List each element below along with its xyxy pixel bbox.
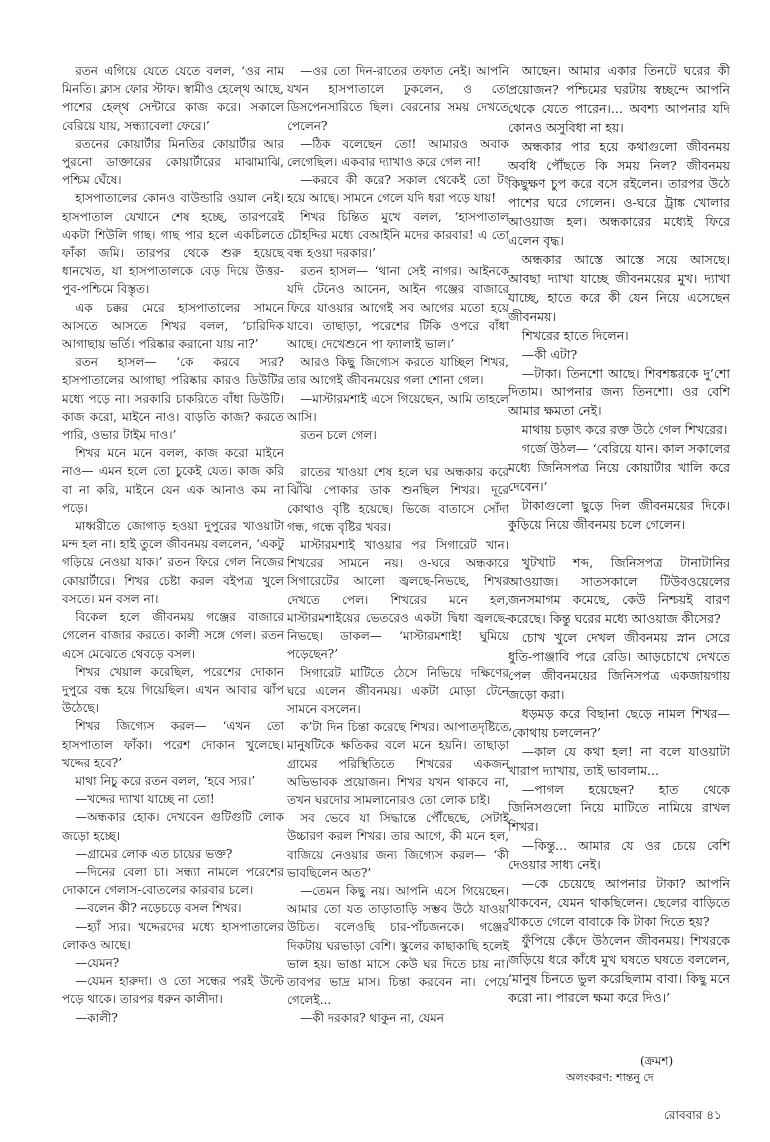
paragraph: ধড়মড় করে বিছানা ছেড়ে নামল শিখর— ‘কোথায় চললেন?’ xyxy=(508,705,730,740)
paragraph: —দিনের বেলা চা। সন্ধ্যা নামলে পরেশের দোকানে গেলাস-বোতলের কারবার চলে। xyxy=(62,864,284,898)
paragraph: —গ্রামের লোক এত চায়ের ভক্ত? xyxy=(75,846,233,861)
paragraph: রতন চলে গেল। xyxy=(300,428,377,443)
paragraph: মাধ্বরীতে জোগাড় হওয়া দুপুরের খাওয়াটা মন্দ হল না। হাই তুলে জীবনময় বললেন, ‘একটু গড়িয়ে নেওয়া যাক।’ রতন ফিরে গেল নিজের কোয়ার্টারে। শিখর চেষ্টা করল বইপত্র খুলে বসতে। মন বসল না। xyxy=(62,519,284,606)
paragraph: —কিন্তু... আমার যে ওর চেয়ে বেশি দেওয়ার সাধ্য নেই। xyxy=(508,838,730,873)
paragraph: —ওর তো দিন-রাতের তফাত নেই। আপনি যখন হাসপাতালে ঢুকলেন, ও তো ডিসপেনসারিতে ছিল। বেরনোর সময় দেখতে পেলেন? xyxy=(287,64,509,133)
paragraph: অন্ধকার আস্তে আস্তে সয়ে আসছে। আবছা দ্যাখা যাচ্ছে জীবনময়ের মুখ। দ্যাখা যাচ্ছে, হাতে করে কী যেন নিয়ে এসেছেন জীবনময়। xyxy=(508,252,730,324)
paragraph: —ঠিক বলেছেন তো! আমারও অবাক লেগেছিল। একবার দ্যাখাও করে গেল না! xyxy=(287,136,509,170)
paragraph: —কে চেয়েছে আপনার টাকা? আপনি থাকবেন, যেমন থাকছিলেন। ছেলের বাড়িতে থাকতে গেলে বাবাকে কি টাকা দিতে হয়? xyxy=(508,876,730,929)
paragraph: মাথা নিচু করে রতন বলল, ‘হবে স্যর।’ xyxy=(75,773,256,788)
paragraph: বিকেল হলে জীবনময় গঞ্জের বাজারে গেলেন বাজার করতে। কালী সঙ্গে গেল। রতন এসে মেঝেতে থেবড়ে বসল। xyxy=(62,610,284,661)
paragraph: —কী এটা? xyxy=(521,346,578,362)
paragraph: শিখরের হাতে দিলেন। xyxy=(521,327,629,343)
illustration-credit: অলংকরণ: শান্তনু দে xyxy=(566,1071,654,1084)
paragraph: —টাকা। তিনশো আছে। শিবশঙ্করকে দু’শো দিতাম। আপনার জন্য তিনশো। ওর বেশি আমার ক্ষমতা নেই। xyxy=(508,365,730,419)
paragraph: রতন হাসল— ‘থানা সেই নাগর। আইনকে যদি টেনেও আনেন, আইন গঞ্জের বাজারে ফিরে যাওয়ার আগেই সব আগের মতো হয়ে যাবে। তাছাড়া, পরেশের টিকি ওপরে বাঁধা আছে। দেখেশুনে পা ফ্যালাই ভাল।’ xyxy=(287,264,509,352)
paragraph: —তেমন কিছু নয়। আপনি এসে গিয়েছেন। আমার তো যত তাড়াতাড়ি সম্ভব উঠে যাওয়া উচিত। বলেওছি চার-পাঁচজনকে। গঞ্জের দিকটায় ঘরভাড়া বেশি। স্কুলের কাছাকাছি হলেই ভাল হয়। ভাঙা মাসে কেউ ঘর দিতে চায় না। তাবপর ভাদ্র মাস। চিন্তা করবেন না। পেয়ে গেলেই... xyxy=(287,883,509,1008)
paragraph: এক চক্কর মেরে হাসপাতালের সামনে আসতে আসতে শিখর বলল, ‘চারিদিক আগাছায় ভর্তি। পরিষ্কার করানো যায় না?’ xyxy=(62,300,284,352)
text-column-2 xyxy=(287,62,509,1028)
page-footer: রোববার ৪১ xyxy=(664,1108,722,1122)
paragraph: —হ্যাঁ স্যর। খদ্দেরদের মধ্যে হাসপাতালের লোকও আছে। xyxy=(62,919,284,952)
paragraph: —করবে কী করে? সকাল থেকেই তো টং হয়ে আছে। সামনে গেলে যদি ধরা পড়ে যায়! xyxy=(287,173,509,206)
paragraph: —মাস্টারমশাই এসে গিয়েছেন, আমি তাহলে আসি। xyxy=(287,391,509,424)
paragraph: —কাল যে কথা হল! না বলে যাওয়াটা খারাপ দ্যাখায়, তাই ভাবলাম... xyxy=(508,743,730,778)
paragraph: শিখর জিগ্যেস করল— ‘এখন তো হাসপাতাল ফাঁকা। পরেশ দোকান খুলেছে। খদ্দের হবে?’ xyxy=(62,719,284,770)
paragraph: শিখর চিন্তিত মুখে বলল, ‘হাসপাতাল চৌহদ্দির মধ্যে বেআইনি মদের কারবার! এ তো বন্ধ হওয়া দরকার।’ xyxy=(287,209,509,261)
paragraph: —যেমন? xyxy=(75,955,120,970)
continued-label: (ক্রমশ) xyxy=(640,1054,674,1068)
paragraph: শিখর খেয়াল করেছিল, পরেশের দোকান দুপুরে বন্ধ হয়ে গিয়েছিল। এখন আবার ঝাঁপ উঠেছে। xyxy=(62,664,284,716)
paragraph: মাথায় চড়াৎ করে রক্ত উঠে গেল শিখরের। xyxy=(521,422,728,438)
paragraph: গর্জে উঠল— ‘বেরিয়ে যান। কাল সকালের মধ্যে জিনিসপত্র নিয়ে কোয়ার্টার খালি করে দেবেন।’ xyxy=(508,441,730,494)
paragraph: চোখ খুলে দেখল জীবনময় স্নান সেরে ধুতি-পাঞ্জাবি পরে রেডি। আড়চোখে দেখতে পেল জীবনময়ের জিনিসপত্র একজায়গায় জড়ো করা। xyxy=(508,630,730,702)
paragraph: হাসপাতালের কোনও বাউন্ডারি ওয়াল নেই। হাসপাতাল যেখানে শেষ হচ্ছে, তারপরেই একটা শিউলি গাছ। গাছ পার হলে একচিলতে ফাঁকা জমি। তারপর থেকে শুরু হয়েছে ধানখেত, যা হাসপাতালকে বেড় দিয়ে উত্তর-পুব-পশ্চিমে বিস্তৃত। xyxy=(62,191,284,297)
paragraph: রাতের খাওয়া শেষ হলে ঘর অন্ধকার করে ঝিঁঝি পোকার ডাক শুনছিল শিখর। দূরে কোথাও বৃষ্টি হয়েছে। ভিজে বাতাসে সোঁদা গন্ধ, গন্ধে বৃষ্টির খবর। xyxy=(287,465,509,534)
paragraph: মাস্টারমশাই খাওয়ার পর সিগারেট খান। শিখরের সামনে নয়। ও-ঘরে অন্ধকারে সিগারেটের আলো জ্বলছে-নিভছে, শিখর দেখতে পেল। শিখরের মনে হল, মাস্টারমশাইয়ের ভেতরেও একটা দ্বিধা জ্বলছে-নিভছে। ডাকল— ‘মাস্টারমশাই! ঘুমিয়ে পড়েছেন?’ xyxy=(287,538,509,662)
paragraph: খুটখাট শব্দ, জিনিসপত্র টানাটানির আওয়াজ। সাতসকালে টিউবওয়েলের জনসমাগম কমেছে, কেউ নিশ্চয়ই বারণ করেছে। কিন্তু ঘরের মধ্যে আওয়াজ কীসের? xyxy=(508,554,730,627)
paragraph: —যেমন হারুদা। ও তো সন্ধের পরই উল্টে পড়ে থাকে। তারপর ধরুন কালীদা। xyxy=(62,974,284,1007)
paragraph: —কী দরকার? থাকুন না, যেমন xyxy=(300,1011,444,1026)
paragraph: —অন্ধকার হোক। দেখবেন গুটিগুটি লোক জড়ো হচ্ছে। xyxy=(62,810,284,843)
paragraph: ফুঁপিয়ে কেঁদে উঠলেন জীবনময়। শিখরকে জড়িয়ে ধরে কাঁধে মুখ ঘষতে ঘষতে বললেন, ‘মানুষ চিনতে ভুল করেছিলাম বাবা। কিছু মনে করো না। পারলে ক্ষমা করে দিও।’ xyxy=(508,932,730,1005)
text-column-3 xyxy=(508,62,730,1007)
paragraph: শিখর মনে মনে বলল, কাজ করো মাইনে নাও— এমন হলে তো চুকেই যেত। কাজ করি বা না করি, মাইনে যেন এক আনাও কম না পড়ে। xyxy=(62,446,284,515)
paragraph: সব ভেবে যা সিদ্ধান্তে পৌঁছেছে, সেটাই উচ্চারণ করল শিখর। তার আগে, কী মনে হল, বাজিয়ে নেওয়ার জন্য জিগ্যেস করল— ‘কী ভাবছিলেন অত?’ xyxy=(287,811,509,880)
text-column-1 xyxy=(62,62,284,1027)
paragraph: সিগারেট মাটিতে ঠেসে নিভিয়ে দক্ষিণের ঘরে এলেন জীবনময়। একটা মোড়া টেনে সামনে বসলেন। xyxy=(287,665,509,716)
paragraph: রতনের কোয়ার্টার মিনতির কোয়ার্টার আর পুরনো ডাক্তারের কোয়ার্টারের মাঝামাঝি, পশ্চিম ঘেঁষে। xyxy=(62,136,284,188)
paragraph: —কালী? xyxy=(75,1010,118,1025)
paragraph: —বলেন কী? নড়েচড়ে বসল শিখর। xyxy=(75,901,242,916)
paragraph: রতন হাসল— ‘কে করবে স্যর? হাসপাতালের আগাছা পরিষ্কার কারও ডিউটির মধ্যে পড়ে না। সরকারি চাকরিতে বাঁধা ডিউটি। কাজ করো, মাইনে নাও। বাড়তি কাজ? করতে পারি, ওভার টাইম দাও।’ xyxy=(62,355,284,443)
paragraph: আরও কিছু জিগ্যেস করতে যাচ্ছিল শিখর, তার আগেই জীবনময়ের গলা শোনা গেল। xyxy=(287,355,509,388)
paragraph: —খদ্দের দ্যাখা যাচ্ছে না তো! xyxy=(75,792,215,807)
paragraph: টাকাগুলো ছুড়ে দিল জীবনময়ের দিকে। কুড়িয়ে নিয়ে জীবনময় চলে গেলেন। xyxy=(508,497,730,532)
paragraph: ক’টা দিন চিন্তা করেছে শিখর। আপাতদৃষ্টিতে মানুষটিকে ক্ষতিকর বলে মনে হয়নি। তাছাড়া গ্রামের পরিস্থিতিতে শিখরের একজন অভিভাবক প্রয়োজন। শিখর যখন থাকবে না, তখন ঘরদোর সামলানোরও তো লোক চাই। xyxy=(287,720,509,807)
paragraph: অন্ধকার পার হয়ে কথাগুলো জীবনময় অবধি পৌঁছতে কি সময় নিল? জীবনময় কিছুক্ষণ চুপ করে বসে রইলেন। তারপর উঠে পাশের ঘরে গেলেন। ও-ঘরে ট্রাঙ্ক খোলার আওয়াজ হল। অন্ধকারের মধ্যেই ফিরে এলেন বৃদ্ধ। xyxy=(508,138,730,249)
paragraph: আছেন। আমার একার তিনটে ঘরের কী প্রয়োজন? পশ্চিমের ঘরটায় স্বচ্ছন্দে আপনি থেকে যেতে পারেন।... অবশ্য আপনার যদি কোনও অসুবিধা না হয়। xyxy=(508,63,730,135)
paragraph: —পাগল হয়েছেন? হাত থেকে জিনিসগুলো নিয়ে মাটিতে নামিয়ে রাখল শিখর। xyxy=(508,781,730,835)
paragraph: রতন এগিয়ে যেতে যেতে বলল, ‘ওর নাম মিনতি। ক্লাস ফোর স্টাফ। স্বামীও হেল্থে আছে, পাশের হেল্‌থ সেন্টারে কাজ করে। সকালে বেরিয়ে যায়, সন্ধ্যাবেলা ফেরে।’ xyxy=(62,64,284,133)
